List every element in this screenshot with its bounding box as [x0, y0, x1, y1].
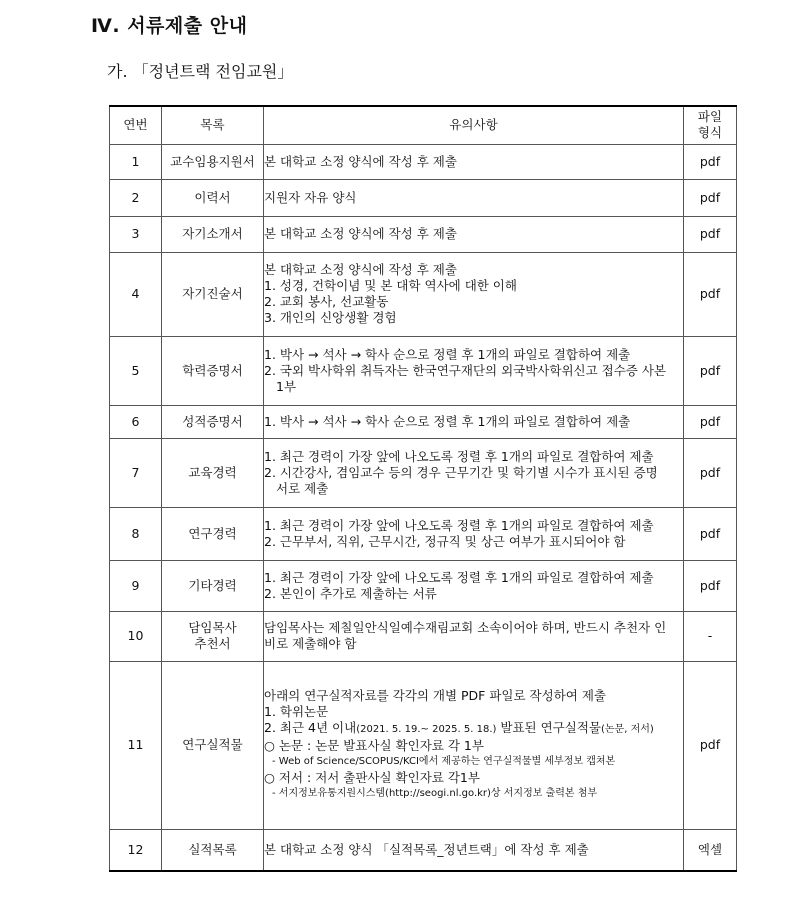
note-part: 발표된 연구실적물	[496, 720, 601, 735]
item-line: 연구경력	[188, 525, 237, 541]
note-line	[264, 720, 683, 738]
item-line: 교육경력	[188, 464, 237, 480]
row-format: 엑셀	[684, 829, 737, 871]
item-line: 연구실적물	[182, 737, 243, 752]
row-item	[162, 661, 264, 829]
table-row	[110, 179, 737, 216]
header-no: 연번	[110, 106, 162, 144]
row-notes	[264, 216, 684, 252]
note-line: 1. 박사 → 석사 → 학사 순으로 정렬 후 1개의 파일로 결합하여 제출	[264, 413, 631, 429]
header-notes: 유의사항	[264, 106, 684, 144]
row-item	[162, 507, 264, 560]
row-notes	[264, 336, 684, 405]
note-line: 1부	[276, 378, 297, 394]
table-row	[110, 560, 737, 611]
row-no: 4	[110, 252, 162, 336]
note-line: 1. 최근 경력이 가장 앞에 나오도록 정렬 후 1개의 파일로 결합하여 제출	[264, 448, 654, 464]
row-no: 2	[110, 179, 162, 216]
note-subline: - 서지정보유통지원시스템(http://seogi.nl.go.kr)상 서지정보 출력본 첨부	[272, 788, 598, 799]
note-line: 2. 시간강사, 겸임교수 등의 경우 근무기간 및 학기별 시수가 표시된 증명	[264, 464, 658, 480]
table-row	[110, 661, 737, 829]
row-no: 9	[110, 560, 162, 611]
note-part: 2. 최근 4년 이내	[264, 720, 357, 735]
row-no: 5	[110, 336, 162, 405]
row-no: 6	[110, 405, 162, 438]
note-intro: 아래의 연구실적자료를 각각의 개별 PDF 파일로 작성하여 제출	[264, 688, 606, 703]
note-line: 본 대학교 소정 양식에 작성 후 제출	[264, 226, 457, 241]
note-line: 3. 개인의 신앙생활 경험	[264, 310, 397, 325]
item-line: 자기진술서	[182, 286, 243, 301]
row-format: pdf	[684, 216, 737, 252]
table-row	[110, 438, 737, 507]
note-part-small: (논문, 저서)	[600, 724, 654, 735]
row-notes	[264, 179, 684, 216]
row-item	[162, 216, 264, 252]
note-line: 1. 성경, 건학이념 및 본 대학 역사에 대한 이해	[264, 278, 517, 293]
header-format	[684, 106, 737, 144]
table-row	[110, 252, 737, 336]
row-notes	[264, 405, 684, 438]
note-line: 본 대학교 소정 양식에 작성 후 제출	[264, 262, 457, 277]
row-item	[162, 405, 264, 438]
row-notes	[264, 252, 684, 336]
row-notes	[264, 560, 684, 611]
note-line: ○ 저서 : 저서 출판사실 확인자료 각1부	[264, 770, 480, 785]
row-format: pdf	[684, 507, 737, 560]
row-no: 11	[110, 661, 162, 829]
row-notes	[264, 507, 684, 560]
row-no: 7	[110, 438, 162, 507]
note-line: 1. 최근 경력이 가장 앞에 나오도록 정렬 후 1개의 파일로 결합하여 제출	[264, 569, 654, 585]
row-format: pdf	[684, 252, 737, 336]
note-line: 2. 근무부서, 직위, 근무시간, 정규직 및 상근 여부가 표시되어야 함	[264, 533, 626, 549]
row-item	[162, 252, 264, 336]
item-line: 자기소개서	[182, 226, 243, 241]
header-format-line1: 파일	[697, 109, 723, 125]
note-line: ○ 논문 : 논문 발표사실 확인자료 각 1부	[264, 738, 484, 753]
table-row	[110, 336, 737, 405]
item-line: 추천서	[194, 636, 231, 651]
row-format: -	[684, 611, 737, 661]
row-item	[162, 438, 264, 507]
item-line: 학력증명서	[182, 362, 243, 378]
row-format: pdf	[684, 144, 737, 179]
row-format: pdf	[684, 179, 737, 216]
section-title: Ⅳ. 서류제출 안내	[91, 15, 248, 37]
item-line: 기타경력	[188, 577, 237, 593]
row-notes	[264, 438, 684, 507]
table-row	[110, 829, 737, 871]
row-no: 8	[110, 507, 162, 560]
documents-table	[109, 105, 737, 872]
item-line: 성적증명서	[182, 413, 243, 429]
row-item	[162, 829, 264, 871]
item-line: 교수임용지원서	[170, 153, 255, 169]
row-item	[162, 179, 264, 216]
row-format: pdf	[684, 438, 737, 507]
row-notes	[264, 144, 684, 179]
note-line: 비로 제출해야 함	[264, 636, 357, 651]
note-line: 담임목사는 제칠일안식일예수재림교회 소속이어야 하며, 반드시 추천자 인	[264, 620, 667, 635]
row-no: 1	[110, 144, 162, 179]
row-format: pdf	[684, 336, 737, 405]
row-item	[162, 336, 264, 405]
note-line: 본 대학교 소정 양식 「실적목록_정년트랙」에 작성 후 제출	[264, 841, 589, 857]
row-no: 10	[110, 611, 162, 661]
row-format: pdf	[684, 560, 737, 611]
note-line: 2. 본인이 추가로 제출하는 서류	[264, 585, 437, 601]
row-notes	[264, 829, 684, 871]
row-item	[162, 611, 264, 661]
row-format: pdf	[684, 661, 737, 829]
note-line: 1. 최근 경력이 가장 앞에 나오도록 정렬 후 1개의 파일로 결합하여 제출	[264, 517, 654, 533]
row-item	[162, 144, 264, 179]
table-row	[110, 216, 737, 252]
note-line: 2. 국외 박사학위 취득자는 한국연구재단의 외국박사학위신고 접수증 사본	[264, 362, 666, 378]
note-line: 지원자 자유 양식	[264, 189, 357, 205]
table-row	[110, 144, 737, 179]
note-subline: - Web of Science/SCOPUS/KCI에서 제공하는 연구실적물별 세부정보 캡쳐본	[272, 756, 616, 767]
header-item: 목록	[162, 106, 264, 144]
row-notes	[264, 611, 684, 661]
table-row	[110, 405, 737, 438]
row-no: 12	[110, 829, 162, 871]
note-line: 서로 제출	[276, 480, 329, 496]
note-line: 1. 학위논문	[264, 704, 329, 719]
item-line: 실적목록	[188, 841, 237, 857]
item-line: 담임목사	[188, 620, 237, 635]
table-header-row	[110, 106, 737, 144]
row-item	[162, 560, 264, 611]
item-line: 이력서	[194, 189, 231, 205]
sub-title: 가. 「정년트랙 전임교원」	[107, 62, 294, 81]
table-row	[110, 507, 737, 560]
row-format: pdf	[684, 405, 737, 438]
row-notes	[264, 661, 684, 829]
date-range: (2021. 5. 19.~ 2025. 5. 18.)	[356, 724, 497, 735]
header-format-line2: 형식	[697, 125, 723, 141]
note-line: 1. 박사 → 석사 → 학사 순으로 정렬 후 1개의 파일로 결합하여 제출	[264, 346, 631, 362]
table-row	[110, 611, 737, 661]
note-line: 본 대학교 소정 양식에 작성 후 제출	[264, 153, 457, 169]
row-no: 3	[110, 216, 162, 252]
note-line: 2. 교회 봉사, 선교활동	[264, 294, 389, 309]
